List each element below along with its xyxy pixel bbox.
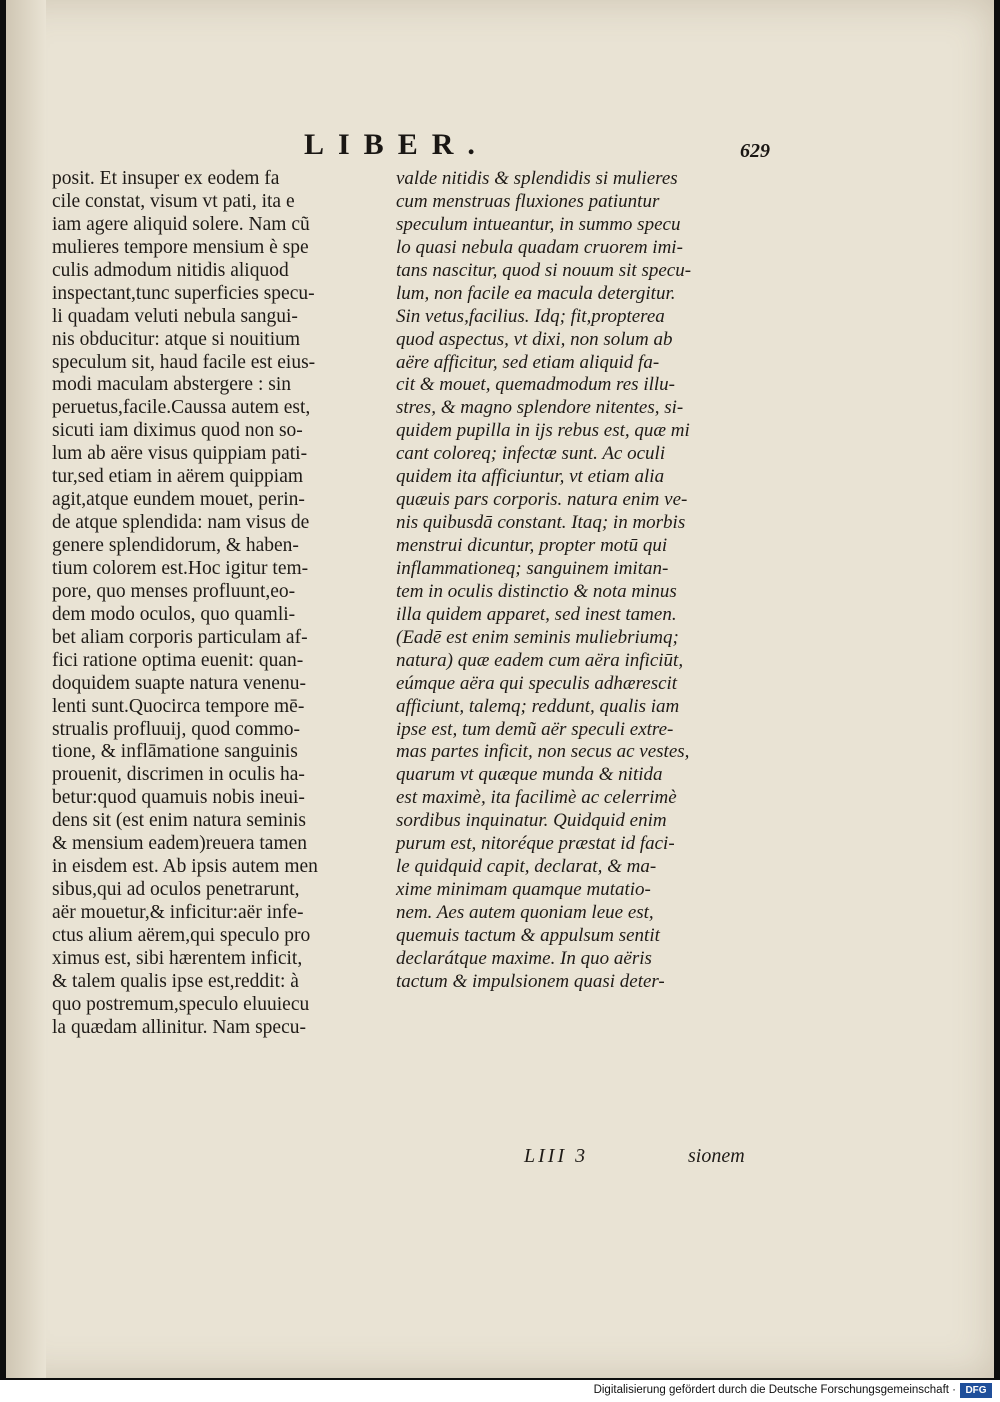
text-line: nis quibusdā constant. Itaq; in morbis: [396, 512, 686, 534]
text-line: aëre afficitur, sed etiam aliquid fa-: [396, 351, 660, 373]
text-line: ximus est, sibi hærentem inficit,: [52, 947, 303, 969]
text-line: sibus,qui ad oculos penetrarunt,: [52, 879, 300, 901]
text-line: purum est, nitoréque præstat id faci-: [396, 833, 675, 855]
text-line: dem modo oculos, quo quamli-: [52, 603, 296, 625]
text-line: eúmque aëra qui speculis adhærescit: [396, 672, 678, 694]
text-line: natura) quæ eadem cum aëra inficiūt,: [396, 649, 684, 671]
text-line: nis obducitur: atque si nouitium: [52, 328, 301, 350]
text-line: quemuis tactum & appulsum sentit: [396, 924, 660, 946]
text-line: xime minimam quamque mutatio-: [396, 879, 651, 901]
text-line: dens sit (est enim natura seminis: [52, 810, 306, 832]
text-line: quæuis pars corporis. natura enim ve-: [396, 489, 688, 511]
text-line: illa quidem apparet, sed inest tamen.: [396, 603, 677, 625]
text-line: stres, & magno splendore nitentes, si-: [396, 397, 684, 419]
text-line: le quidquid capit, declarat, & ma-: [396, 856, 657, 878]
page-number: 629: [740, 140, 770, 162]
running-head: LIBER.: [304, 128, 489, 161]
text-line: tans nascitur, quod si nouum sit specu-: [396, 259, 692, 281]
right-column-text: [396, 168, 771, 994]
digitization-footer: [0, 1380, 1000, 1402]
text-line: quidem ita afficiuntur, vt etiam alia: [396, 466, 665, 488]
footer-credit: Digitalisierung gefördert durch die Deutsche Forschungsgemeinschaft ·: [593, 1384, 956, 1396]
text-line: tur,sed etiam in aërem quippiam: [52, 466, 304, 488]
text-line: speculum intueantur, in summo specu: [396, 213, 681, 235]
catchword: sionem: [688, 1145, 745, 1167]
text-line: mulieres tempore mensium è spe: [52, 236, 309, 258]
text-line: de atque splendida: nam visus de: [52, 512, 310, 534]
text-line: cit & mouet, quemadmodum res illu-: [396, 374, 675, 396]
text-line: genere splendidorum, & haben-: [52, 535, 299, 556]
text-line: tione, & inflāmatione sanguinis: [52, 741, 298, 763]
text-line: declarátque maxime. In quo aëris: [396, 947, 652, 969]
text-line: quarum vt quæque munda & nitida: [396, 764, 663, 786]
text-line: tium colorem est.Hoc igitur tem-: [52, 557, 309, 579]
text-line: sordibus inquinatur. Quidquid enim: [396, 810, 667, 832]
text-line: quod aspectus, vt dixi, non solum ab: [396, 328, 673, 350]
text-line: & talem qualis ipse est,reddit: à: [52, 970, 299, 992]
text-line: bet aliam corporis particulam af-: [52, 626, 308, 648]
text-line: tem in oculis distinctio & nota minus: [396, 580, 677, 602]
text-line: in eisdem est. Ab ipsis autem men: [52, 856, 318, 878]
text-line: inspectant,tunc superficies specu-: [52, 282, 315, 304]
text-line: & mensium eadem)reuera tamen: [52, 833, 308, 855]
text-line: lum, non facile ea macula detergitur.: [396, 282, 676, 304]
text-line: strualis profluuij, quod commo-: [52, 718, 301, 740]
text-line: aër mouetur,& inficitur:aër infe-: [52, 902, 304, 923]
text-line: pore, quo menses profluunt,eo-: [52, 580, 296, 602]
text-line: fici ratione optima euenit: quan-: [52, 649, 304, 671]
text-line: Sin vetus,facilius. Idq; fit,propterea: [396, 305, 665, 327]
text-line: afficiunt, talemq; reddunt, qualis iam: [396, 695, 680, 717]
text-line: cile constat, visum vt pati, ita e: [52, 190, 295, 212]
text-line: la quædam allinitur. Nam specu-: [52, 1016, 306, 1038]
text-line: valde nitidis & splendidis si mulieres: [396, 168, 678, 189]
text-line: (Eadē est enim seminis muliebriumq;: [396, 626, 679, 648]
text-line: est maximè, ita facilimè ac celerrimè: [396, 787, 677, 809]
text-line: posit. Et insuper ex eodem fa: [52, 168, 280, 189]
text-line: doquidem suapte natura venenu-: [52, 672, 306, 694]
text-line: prouenit, discrimen in oculis ha-: [52, 764, 305, 786]
book-page: [6, 0, 994, 1378]
text-line: menstrui dicuntur, propter motū qui: [396, 535, 668, 556]
text-line: lum ab aëre visus quippiam pati-: [52, 443, 308, 465]
text-line: cum menstruas fluxiones patiuntur: [396, 190, 660, 212]
left-column-text: [52, 168, 382, 1040]
text-line: betur:quod quamuis nobis ineui-: [52, 787, 305, 809]
text-line: speculum sit, haud facile est eius-: [52, 351, 316, 373]
page-edge-shadow: [6, 0, 46, 1378]
text-line: ipse est, tum demũ aër speculi extre-: [396, 718, 674, 740]
text-line: peruetus,facile.Caussa autem est,: [52, 397, 311, 419]
text-line: lenti sunt.Quocirca tempore mē-: [52, 695, 305, 717]
dfg-logo: DFG: [960, 1383, 992, 1398]
text-line: ctus alium aërem,qui speculo pro: [52, 924, 311, 946]
text-line: cant coloreq; infectæ sunt. Ac oculi: [396, 443, 666, 465]
signature-mark: LIII 3: [524, 1145, 589, 1167]
text-line: li quadam veluti nebula sangui-: [52, 305, 298, 327]
text-line: inflammationeq; sanguinem imitan-: [396, 557, 669, 579]
text-line: lo quasi nebula quadam cruorem imi-: [396, 236, 683, 258]
text-line: culis admodum nitidis aliquod: [52, 259, 289, 281]
text-line: tactum & impulsionem quasi deter-: [396, 970, 665, 992]
text-line: agit,atque eundem mouet, perin-: [52, 489, 305, 511]
text-line: iam agere aliquid solere. Nam cũ: [52, 213, 310, 235]
text-line: quo postremum,speculo eluuiecu: [52, 993, 310, 1015]
text-line: sicuti iam diximus quod non so-: [52, 420, 303, 442]
text-line: mas partes inficit, non secus ac vestes,: [396, 741, 690, 763]
text-line: modi maculam abstergere : sin: [52, 374, 291, 396]
text-line: quidem pupilla in ijs rebus est, quæ mi: [396, 420, 690, 442]
text-line: nem. Aes autem quoniam leue est,: [396, 902, 654, 923]
